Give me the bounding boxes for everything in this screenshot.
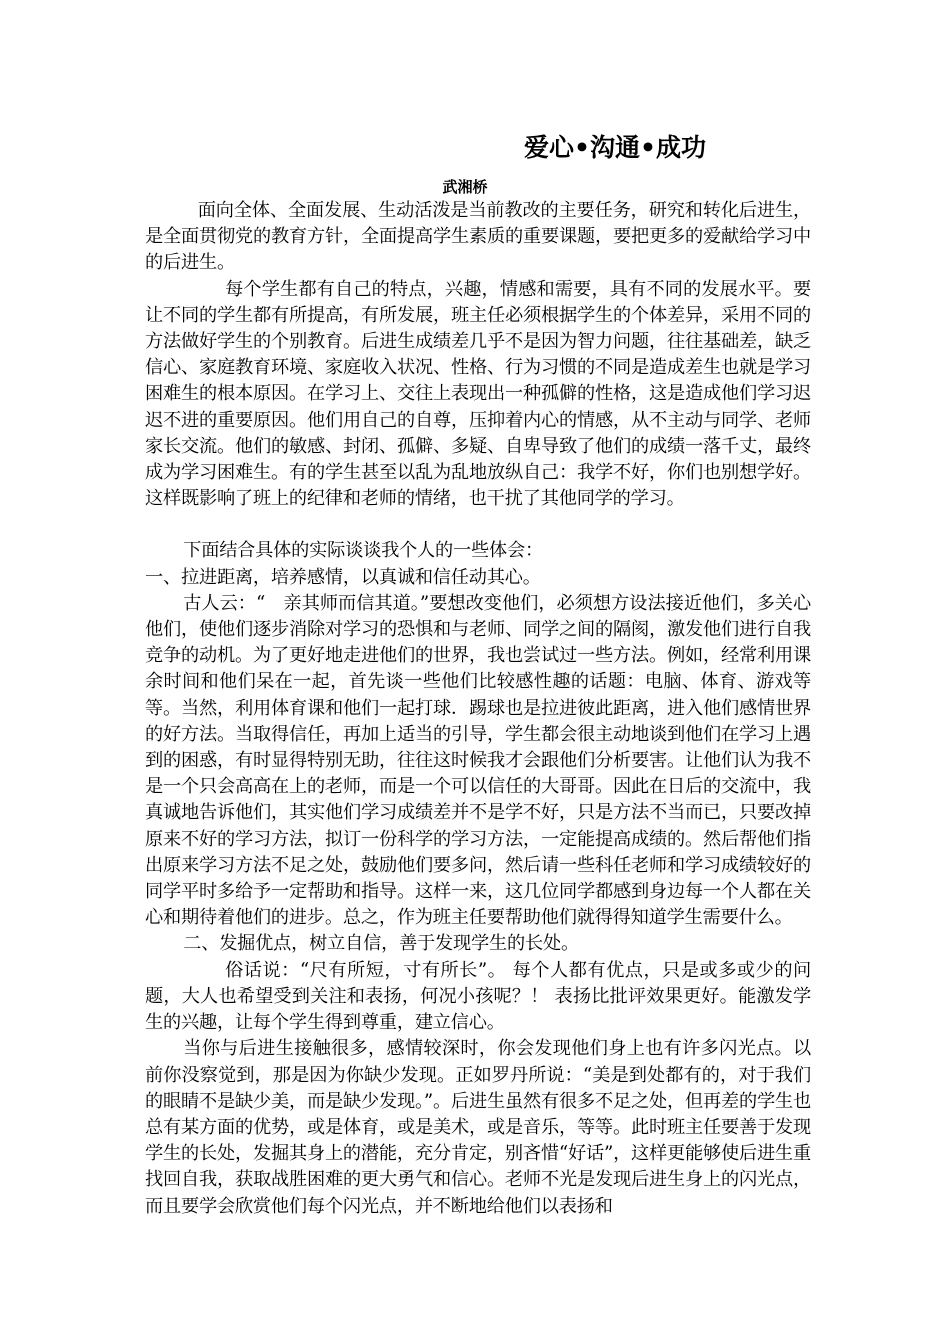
author-name: 武湘桥 — [442, 178, 488, 196]
blank-line — [145, 512, 811, 538]
paragraph: 古人云：“ 亲其师而信其道。”要想改变他们，必须想方设法接近他们，多关心他们，使他们逐步消除对学习的恐惧和与老师、同学之间的隔阂，激发他们进行自我竞争的动机。为了更好地走进他们的世界，我也尝试过一些方法。例如，经常利用课余时间和他们呆在一起，首先谈一些他们比较感性趣的话题：电脑、体育、游戏等等。当然，利用体育课和他们一起打球．踢球也是拉进彼此距离，进入他们感情世界的好方法。当取得信任，再加上适当的引导，学生都会很主动地谈到他们在学习上遇到的困惑，有时显得特别无助，往往这时候我才会跟他们分析要害。让他们认为我不是一个只会高高在上的老师，而是一个可以信任的大哥哥。因此在日后的交流中，我真诚地告诉他们，其实他们学习成绩差并不是学不好，只是方法不当而已，只要改掉原来不好的学习方法，拟订一份科学的学习方法，一定能提高成绩的。然后帮他们指出原来学习方法不足之处，鼓励他们要多问，然后请一些科任老师和学习成绩较好的同学平时多给予一定帮助和指导。这样一来，这几位同学都感到身边每一个人都在关心和期待着他们的进步。总之，作为班主任要帮助他们就得得知道学生需要什么。 — [145, 592, 811, 929]
document-title: 爱心•沟通•成功 — [524, 133, 706, 162]
paragraph: 每个学生都有自己的特点，兴趣，情感和需要，具有不同的发展水平。要让不同的学生都有所提高，有所发展，班主任必须根据学生的个体差异，采用不同的方法做好学生的个别教育。后进生成绩差几乎不是因为智力问题，往往基础差，缺乏信心、家庭教育环境、家庭收入状况、性格、行为习惯的不同是造成差生也就是学习困难生的根本原因。在学习上、交往上表现出一种孤僻的性格，这是造成他们学习迟迟不进的重要原因。他们用自己的自尊，压抑着内心的情感，从不主动与同学、老师家长交流。他们的敏感、封闭、孤僻、多疑、自卑导致了他们的成绩一落千丈，最终成为学习困难生。有的学生甚至以乱为乱地放纵自己：我学不好，你们也别想学好。这样既影响了班上的纪律和老师的情绪，也干扰了其他同学的学习。 — [145, 278, 811, 510]
paragraph: 当你与后进生接触很多，感情较深时，你会发现他们身上也有许多闪光点。以前你没察觉到，那是因为你缺少发现。正如罗丹所说：“美是到处都有的，对于我们的眼睛不是缺少美，而是缺少发现。”。后进生虽然有很多不足之处，但再差的学生也总有某方面的优势，或是体育，或是美术，或是音乐，等等。此时班主任要善于发现学生的长处，发掘其身上的潜能，充分肯定，别吝惜“好话”，这样更能够使后进生重找回自我，获取战胜困难的更大勇气和信心。老师不光是发现后进生身上的闪光点，而且要学会欣赏他们每个闪光点，并不断地给他们以表扬和 — [145, 1038, 811, 1217]
paragraph: 俗话说：“尺有所短，寸有所长”。 每个人都有优点，只是或多或少的问题，大人也希望受到关注和表扬，何况小孩呢？！ 表扬比批评效果更好。能激发学生的兴趣，让每个学生得到尊重，建立信心。 — [145, 959, 811, 1034]
section-heading: 二、发掘优点，树立自信，善于发现学生的长处。 — [183, 933, 579, 955]
paragraph: 下面结合具体的实际谈谈我个人的一些体会： — [183, 540, 543, 562]
document-body — [145, 198, 811, 1220]
paragraph: 面向全体、全面发展、生动活泼是当前教改的主要任务，研究和转化后进生，是全面贯彻党的教育方针，全面提高学生素质的重要课题，要把更多的爱献给学习中的后进生。 — [145, 200, 811, 274]
section-heading: 一、拉进距离，培养感情，以真诚和信任动其心。 — [145, 566, 541, 588]
